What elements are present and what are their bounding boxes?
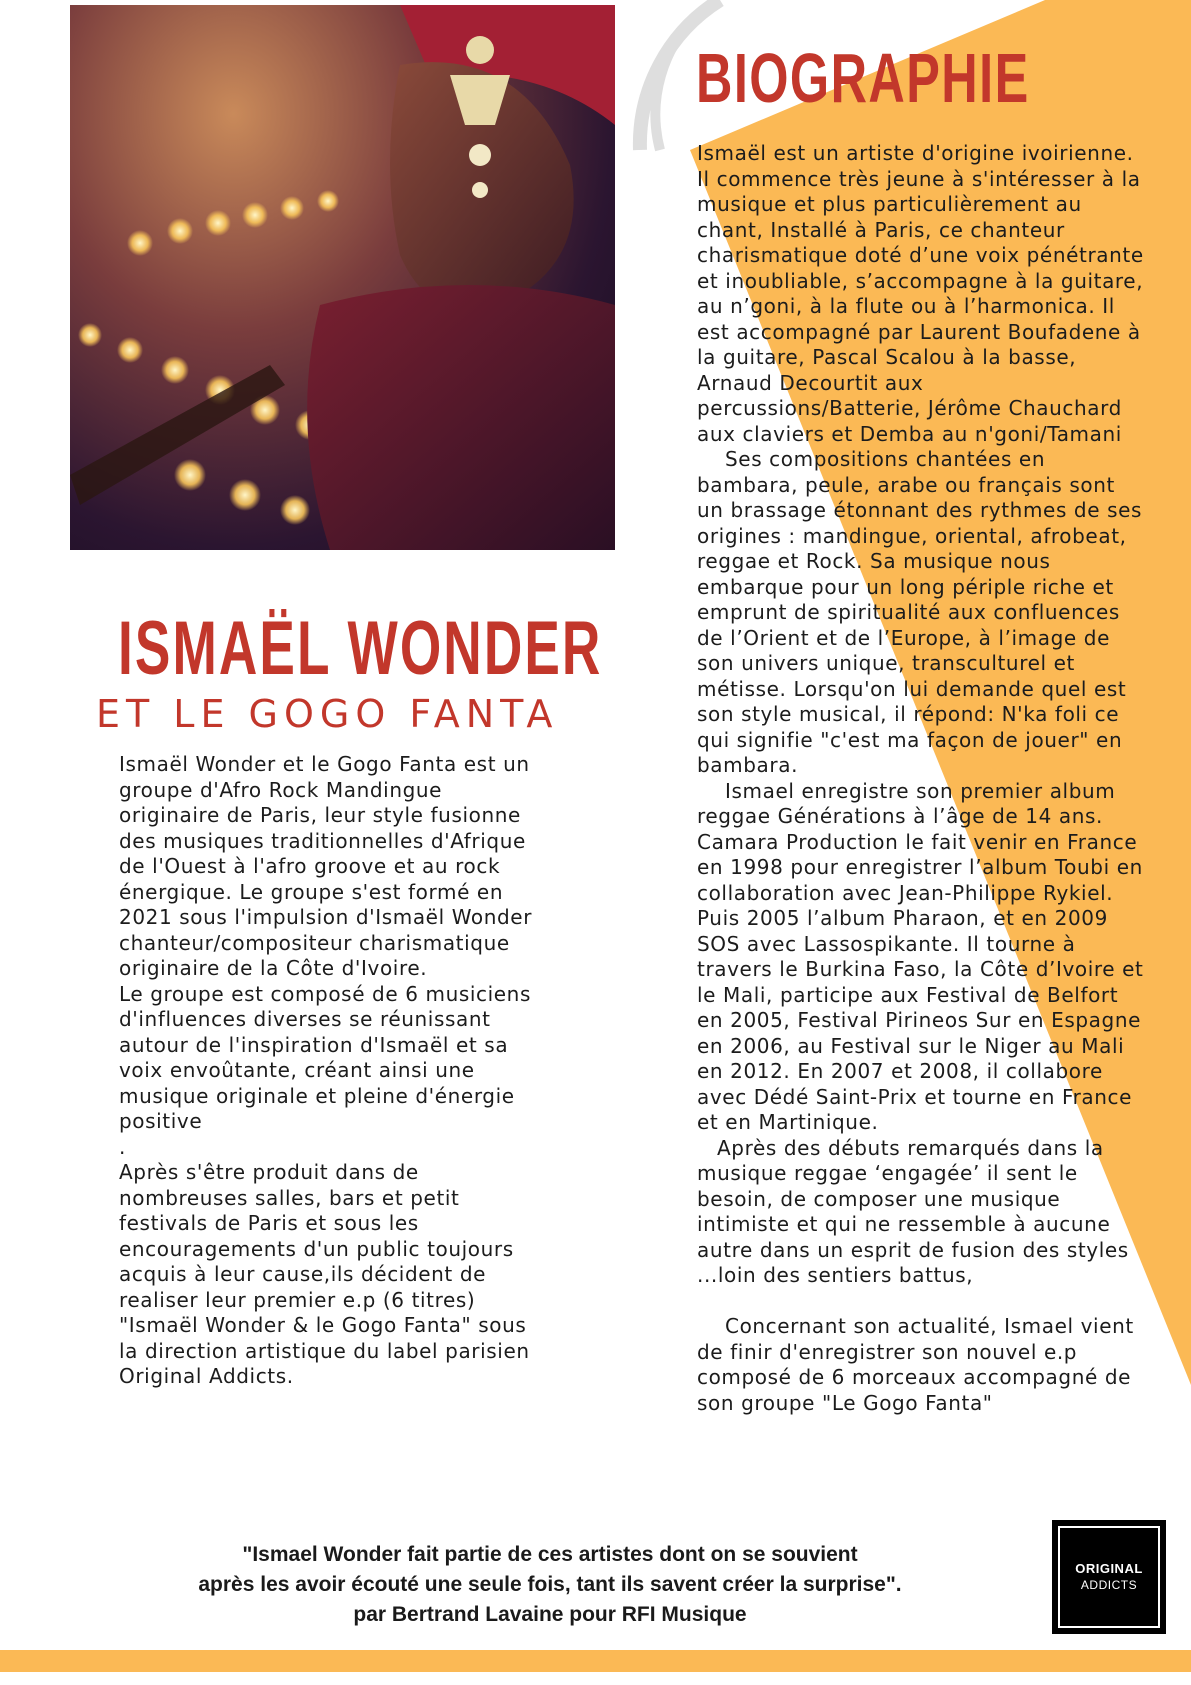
biography-paragraph: Ses compositions chantées en bambara, peule, arabe ou français sont un brassage étonnant des rythmes de ses origines : mandingue, oriental, afrobeat, reggae et Rock. Sa musique nous embarque pour un long périple riche et emprunt de spiritualité aux confluences de l’Orient et de l’Europe, à l’image de son univers unique, transculturel et métisse. Lorsqu'on lui demande quel est son style musical, il répond: N'ka foli ce qui signifie "c'est ma façon de jouer" en bambara. <box>697 447 1143 777</box>
logo-line-1: ORIGINAL <box>1075 1561 1143 1576</box>
biography-paragraph: Concernant son actualité, Ismael vient de finir d'enregistrer son nouvel e.p composé de 6 morceaux accompagné de son groupe "Le Gogo Fanta" <box>697 1314 1134 1415</box>
artist-paragraph: Ismaël Wonder et le Gogo Fanta est un groupe d'Afro Rock Mandingue originaire de Paris, leur style fusionne des musiques traditionnelles d'Afrique de l'Ouest à l'afro groove et au rock énergique. Le groupe s'est formé en 2021 sous l'impulsion d'Ismaël Wonder chanteur/compositeur charismatique originaire de la Côte d'Ivoire. <box>119 752 533 980</box>
logo-frame <box>1058 1526 1160 1628</box>
artist-photo <box>70 5 615 550</box>
quote-attribution: par Bertrand Lavaine pour RFI Musique <box>353 1603 747 1626</box>
artist-subtitle: ET LE GOGO FANTA <box>96 692 559 736</box>
quote-line-2: après les avoir écouté une seule fois, tant ils savent créer la surprise". <box>198 1573 902 1596</box>
artist-paragraph: Après s'être produit dans de nombreuses salles, bars et petit festivals de Paris et sous les encouragements d'un public toujours acquis à leur cause,ils décident de realiser leur premier e.p (6 titres) "Ismaël Wonder & le Gogo Fanta" sous la direction artistique du label parisien Original Addicts. <box>119 1160 530 1388</box>
artist-paragraph: Le groupe est composé de 6 musiciens d'influences diverses se réunissant autour de l'inspiration d'Ismaël et sa voix envoûtante, créant ainsi une musique originale et pleine d'énergie positive <box>119 981 531 1133</box>
press-quote <box>150 1540 950 1630</box>
logo-line-2: ADDICTS <box>1080 1578 1138 1592</box>
artist-paragraph: . <box>119 1134 126 1159</box>
biography-text <box>697 141 1145 1416</box>
quote-line-1: "Ismael Wonder fait partie de ces artistes dont on se souvient <box>242 1543 858 1566</box>
biography-paragraph: Ismaël est un artiste d'origine ivoirienne. Il commence très jeune à s'intéresser à la musique et plus particulièrement au chant, Installé à Paris, ce chanteur charismatique doté d’une voix pénétrante et inoubliable, s’accompagne à la guitare, au n’goni, à la flute ou à l’harmonica. Il est accompagné par Laurent Boufadene à la guitare, Pascal Scalou à la basse, Arnaud Decourtit aux percussions/Batterie, Jérôme Chauchard aux claviers et Demba au n'goni/Tamani <box>697 141 1144 446</box>
artist-description <box>119 752 549 1390</box>
biography-heading: BIOGRAPHIE <box>696 39 1030 117</box>
original-addicts-logo <box>1052 1520 1166 1634</box>
body <box>307 285 615 550</box>
bottom-orange-bar <box>0 1650 1191 1672</box>
portrait-illustration <box>70 5 615 550</box>
biography-paragraph: Après des débuts remarqués dans la musique reggae ‘engagée’ il sent le besoin, de composer une musique intimiste et qui ne ressemble à aucune autre dans un esprit de fusion des styles ...loin des sentiers battus, <box>697 1135 1129 1287</box>
biography-paragraph: Ismael enregistre son premier album reggae Générations à l’âge de 14 ans. Camara Production le fait venir en France en 1998 pour enregistrer l’album Toubi en collaboration avec Jean-Philippe Rykiel. Puis 2005 l’album Pharaon, et en 2009 SOS avec Lassospikante. Il tourne à travers le Burkina Faso, la Côte d’Ivoire et le Mali, participe aux Festival de Belfort en 2005, Festival Pirineos Sur en Espagne en 2006, au Festival sur le Niger au Mali en 2012. En 2007 et 2008, il collabore avec Dédé Saint-Prix et tourne en France et en Martinique. <box>697 778 1144 1134</box>
artist-name: ISMAËL WONDER <box>118 606 603 691</box>
